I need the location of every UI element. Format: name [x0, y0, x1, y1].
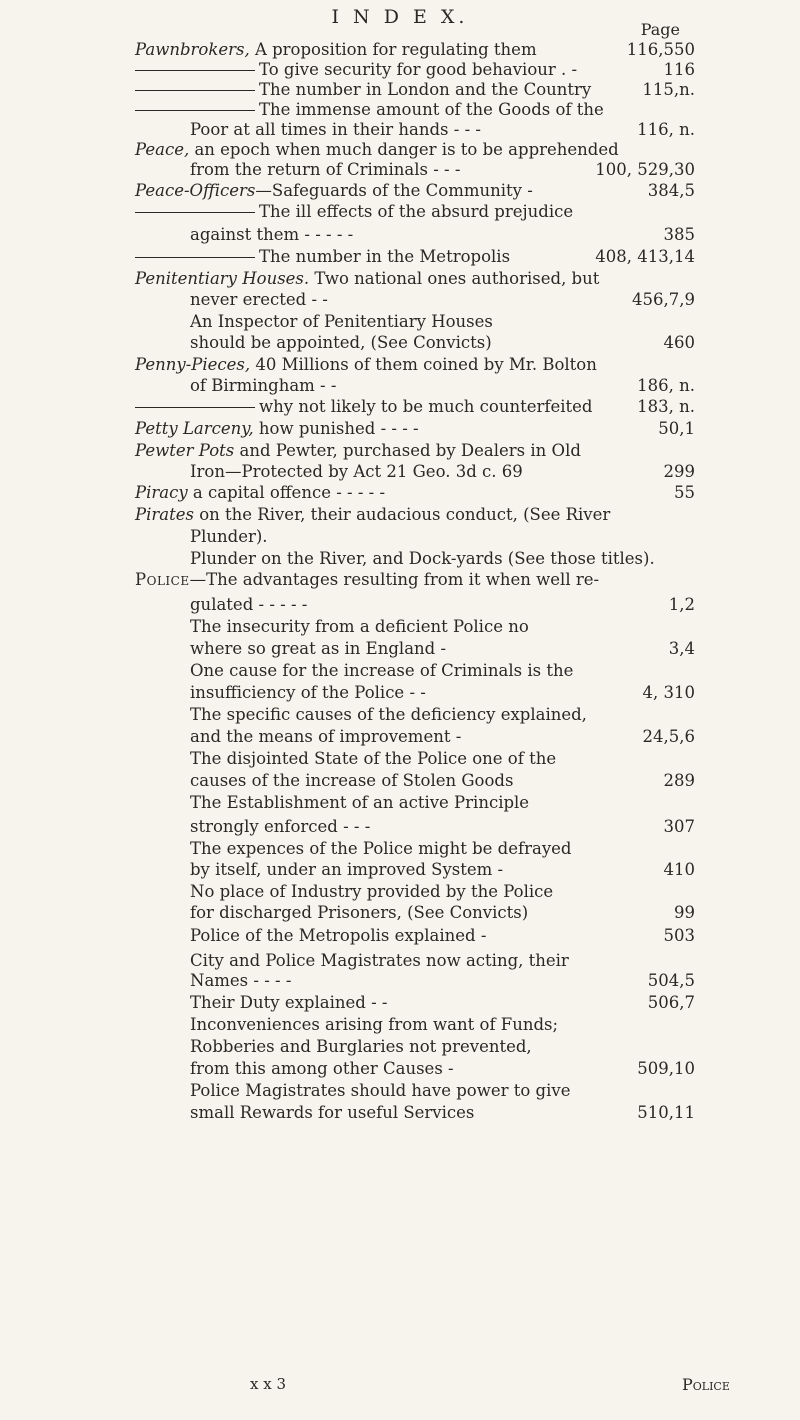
entry-text: Plunder). — [190, 527, 268, 546]
index-entry — [190, 290, 328, 310]
entry-text: To give security for good behaviour . - — [259, 60, 578, 79]
entry-text: 40 Millions of them coined by Mr. Bolton — [250, 355, 597, 374]
index-entry — [135, 181, 533, 201]
index-entry — [135, 441, 581, 461]
entry-text: from this among other Causes - — [190, 1059, 454, 1078]
index-entry — [190, 793, 529, 813]
entry-text: Plunder on the River, and Dock-yards (See those titles). — [190, 549, 655, 568]
page-reference: 506,7 — [647, 993, 695, 1012]
page-reference: 115,n. — [642, 80, 695, 99]
index-entry — [190, 993, 387, 1013]
entry-text: The ill effects of the absurd prejudice — [259, 202, 574, 221]
entry-text: against them - - - - - — [190, 225, 354, 244]
entry-text: small Rewards for useful Services — [190, 1103, 475, 1122]
entry-text: and Pewter, purchased by Dealers in Old — [234, 441, 581, 460]
page-reference: 1,2 — [668, 595, 695, 614]
index-entry — [135, 60, 577, 80]
catchword: Police — [682, 1375, 730, 1394]
entry-text: Two national ones authorised, but — [309, 269, 600, 288]
entry-text: An Inspector of Penitentiary Houses — [190, 312, 493, 331]
index-entry — [190, 617, 529, 637]
index-entry — [190, 462, 523, 482]
entry-text: —Safeguards of the Community - — [255, 181, 533, 200]
entry-text: why not likely to be much counterfeited — [259, 397, 593, 416]
ditto-rule — [135, 70, 255, 71]
entry-text: Their Duty explained - - — [190, 993, 388, 1012]
index-entry — [190, 1059, 454, 1079]
page-reference: 183, n. — [637, 397, 695, 416]
entry-text: by itself, under an improved System - — [190, 860, 504, 879]
page-reference: 99 — [674, 903, 695, 922]
page-reference: 3,4 — [668, 639, 695, 658]
page-reference: 384,5 — [647, 181, 695, 200]
index-entry — [190, 160, 460, 180]
page-reference: 50,1 — [658, 419, 695, 438]
page-reference: 408, 413,14 — [595, 247, 695, 266]
page-title: I N D E X. — [331, 6, 469, 28]
entry-text: One cause for the increase of Criminals is the — [190, 661, 574, 680]
entry-text: Poor at all times in their hands - - - — [190, 120, 481, 139]
entry-text: strongly enforced - - - — [190, 817, 371, 836]
entry-heading: Penitentiary Houses. — [135, 269, 310, 288]
page-reference: 456,7,9 — [632, 290, 695, 309]
page-reference: 307 — [663, 817, 695, 836]
ditto-rule — [135, 407, 255, 408]
index-entry — [190, 683, 426, 703]
entry-text: for discharged Prisoners, (See Convicts) — [190, 903, 529, 922]
entry-text: never erected - - — [190, 290, 328, 309]
entry-text: on the River, their audacious conduct, (See River — [193, 505, 611, 524]
index-entry — [190, 817, 370, 837]
entry-heading: Peace-Officers — [135, 181, 256, 200]
page-reference: 4, 310 — [642, 683, 695, 702]
entry-text: The number in the Metropolis — [259, 247, 511, 266]
index-entry — [190, 749, 556, 769]
index-entry — [135, 100, 604, 120]
ditto-rule — [135, 110, 255, 111]
entry-text: an epoch when much danger is to be apprehended — [189, 140, 619, 159]
index-entry — [135, 570, 599, 590]
entry-text: Police Magistrates should have power to give — [190, 1081, 571, 1100]
entry-text: The expences of the Police might be defrayed — [190, 839, 572, 858]
index-entry — [190, 120, 481, 140]
entry-heading: Penny-Pieces, — [135, 355, 251, 374]
entry-text: how punished - - - - — [253, 419, 419, 438]
index-entry — [190, 839, 571, 859]
index-entry — [190, 527, 268, 547]
entry-text: Names - - - - — [190, 971, 292, 990]
ditto-rule — [135, 90, 255, 91]
page-reference: 385 — [663, 225, 695, 244]
entry-text: Inconveniences arising from want of Funds; — [190, 1015, 559, 1034]
index-entry — [190, 1081, 570, 1101]
index-entry — [190, 771, 513, 791]
index-entry — [135, 269, 599, 289]
entry-heading: Pewter Pots — [135, 441, 235, 460]
page-reference: 100, 529,30 — [595, 160, 695, 179]
index-entry — [135, 397, 593, 417]
page-reference: 186, n. — [637, 376, 695, 395]
index-entry — [135, 483, 385, 503]
index-entry — [190, 971, 291, 991]
entry-text: Robberies and Burglaries not prevented, — [190, 1037, 532, 1056]
entry-heading: Piracy — [135, 483, 188, 502]
ditto-rule — [135, 257, 255, 258]
index-entry — [190, 312, 493, 332]
index-entry — [190, 903, 528, 923]
index-entry — [190, 926, 486, 946]
page-reference: 116 — [663, 60, 695, 79]
page-reference: 289 — [663, 771, 695, 790]
page-reference: 299 — [663, 462, 695, 481]
entry-text: No place of Industry provided by the Police — [190, 882, 554, 901]
index-entry — [190, 1015, 558, 1035]
index-entry — [190, 951, 569, 971]
index-entry — [190, 705, 587, 725]
index-entry — [190, 549, 655, 569]
entry-text: causes of the increase of Stolen Goods — [190, 771, 514, 790]
index-entry — [190, 727, 461, 747]
entry-text: where so great as in England - — [190, 639, 447, 658]
index-entry — [190, 882, 553, 902]
page-reference: 410 — [663, 860, 695, 879]
entry-text: The disjointed State of the Police one of the — [190, 749, 557, 768]
index-entry — [190, 860, 503, 880]
index-entry — [135, 40, 537, 60]
index-entry — [190, 1037, 532, 1057]
index-entry — [135, 202, 573, 222]
page-reference: 509,10 — [637, 1059, 695, 1078]
entry-text: gulated - - - - - — [190, 595, 308, 614]
entry-text: City and Police Magistrates now acting, their — [190, 951, 569, 970]
index-entry — [190, 595, 307, 615]
entry-text: The number in London and the Country — [259, 80, 592, 99]
index-entry — [190, 661, 573, 681]
index-entry — [135, 80, 591, 100]
index-entry — [135, 140, 619, 160]
entry-heading: Petty Larceny, — [135, 419, 254, 438]
entry-text: The Establishment of an active Principle — [190, 793, 530, 812]
entry-text: a capital offence - - - - - — [187, 483, 386, 502]
entry-heading: Peace, — [135, 140, 190, 159]
entry-heading: Police — [135, 570, 190, 589]
entry-text: Police of the Metropolis explained - — [190, 926, 487, 945]
page-reference: 24,5,6 — [642, 727, 695, 746]
entry-heading: Pirates — [135, 505, 194, 524]
index-entry — [190, 639, 446, 659]
index-entry — [190, 1103, 474, 1123]
index-entry — [135, 355, 597, 375]
entry-heading: Pawnbrokers, — [135, 40, 250, 59]
signature-mark: x x 3 — [250, 1375, 286, 1393]
entry-text: The specific causes of the deficiency explained, — [190, 705, 587, 724]
page-reference: 504,5 — [647, 971, 695, 990]
entry-text: and the means of improvement - — [190, 727, 462, 746]
index-entry — [135, 419, 419, 439]
ditto-rule — [135, 212, 255, 213]
index-entry — [190, 376, 336, 396]
entry-text: insufficiency of the Police - - — [190, 683, 426, 702]
page-reference: 510,11 — [637, 1103, 695, 1122]
page-reference: 55 — [674, 483, 695, 502]
page-reference: 116, n. — [637, 120, 695, 139]
page-reference: 460 — [663, 333, 695, 352]
entry-text: The insecurity from a deficient Police no — [190, 617, 529, 636]
entry-text: The immense amount of the Goods of the — [259, 100, 604, 119]
index-entry — [135, 247, 510, 267]
entry-text: of Birmingham - - — [190, 376, 337, 395]
index-entry — [190, 225, 353, 245]
index-entry — [190, 333, 492, 353]
entry-text: A proposition for regulating them — [249, 40, 537, 59]
page-column-label: Page — [640, 20, 680, 39]
entry-text: should be appointed, (See Convicts) — [190, 333, 492, 352]
entry-text: Iron—Protected by Act 21 Geo. 3d c. 69 — [190, 462, 523, 481]
page-reference: 503 — [663, 926, 695, 945]
entry-text: from the return of Criminals - - - — [190, 160, 461, 179]
index-entry — [135, 505, 610, 525]
entry-text: —The advantages resulting from it when well re- — [189, 570, 600, 589]
page-reference: 116,550 — [626, 40, 695, 59]
